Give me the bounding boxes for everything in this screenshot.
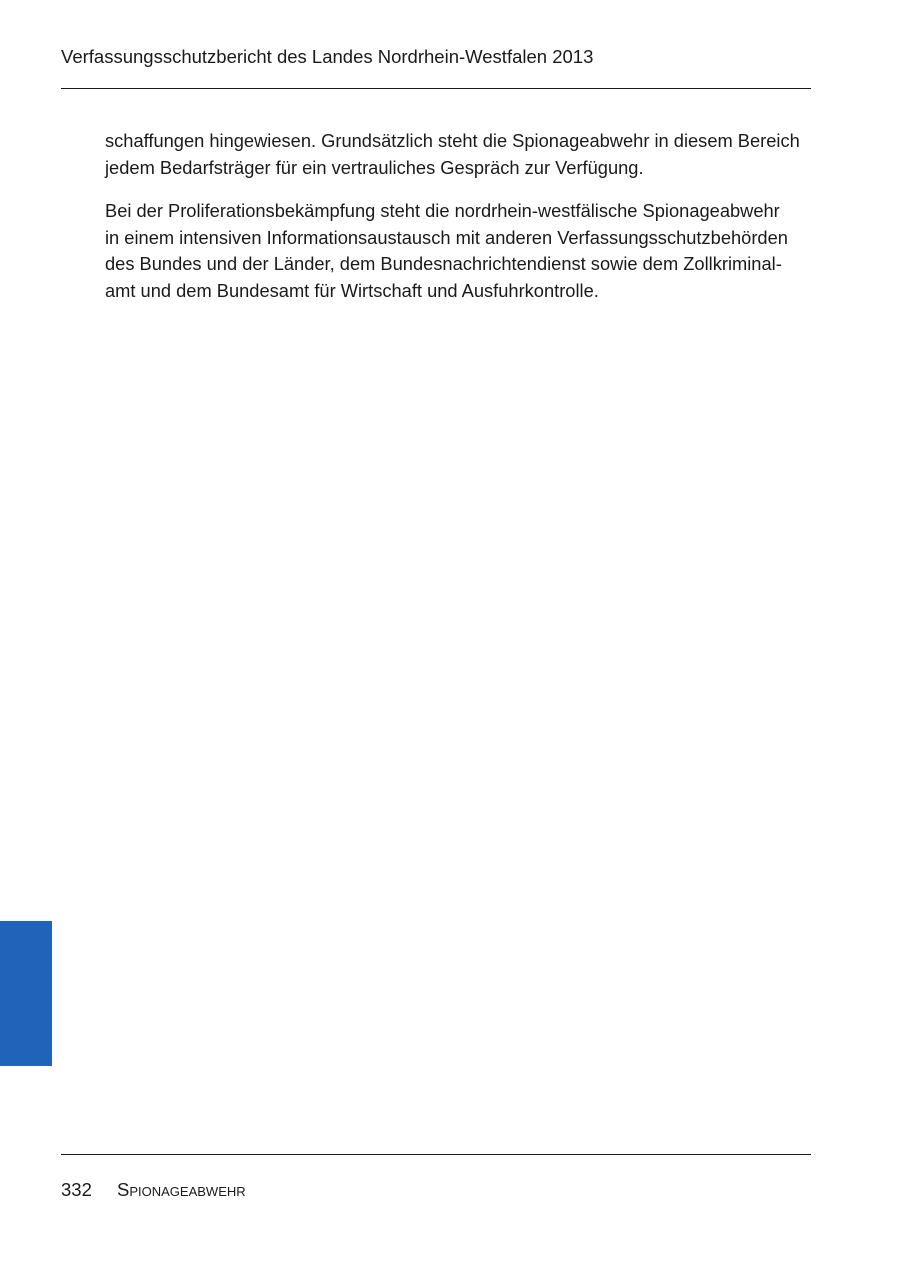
paragraph-line: amt und dem Bundesamt für Wirtschaft und Ausfuhrkontrolle. <box>105 279 599 301</box>
body-text <box>105 128 817 322</box>
header-rule <box>61 88 811 89</box>
paragraph-line: jedem Bedarfsträger für ein vertrauliches Gespräch zur Verfügung. <box>105 156 644 178</box>
paragraph-1 <box>105 128 817 181</box>
page-footer <box>61 1178 246 1202</box>
running-header: Verfassungsschutzbericht des Landes Nordrhein-Westfalen 2013 <box>61 46 594 67</box>
paragraph-line: des Bundes und der Länder, dem Bundesnachrichtendienst sowie dem Zollkriminal- <box>105 253 782 275</box>
page-number: 332 <box>61 1179 92 1200</box>
paragraph-line: Bei der Proliferationsbekämpfung steht die nordrhein-westfälische Spionageabwehr <box>105 200 780 222</box>
paragraph-line: in einem intensiven Informationsaustausch mit anderen Verfassungsschutzbehörden <box>105 226 788 248</box>
paragraph-line: schaffungen hingewiesen. Grundsätzlich steht die Spionageabwehr in diesem Bereich <box>105 130 800 151</box>
footer-rule <box>61 1154 811 1155</box>
chapter-side-tab <box>0 921 52 1066</box>
section-name: Spionageabwehr <box>117 1179 246 1200</box>
paragraph-2 <box>105 198 817 304</box>
